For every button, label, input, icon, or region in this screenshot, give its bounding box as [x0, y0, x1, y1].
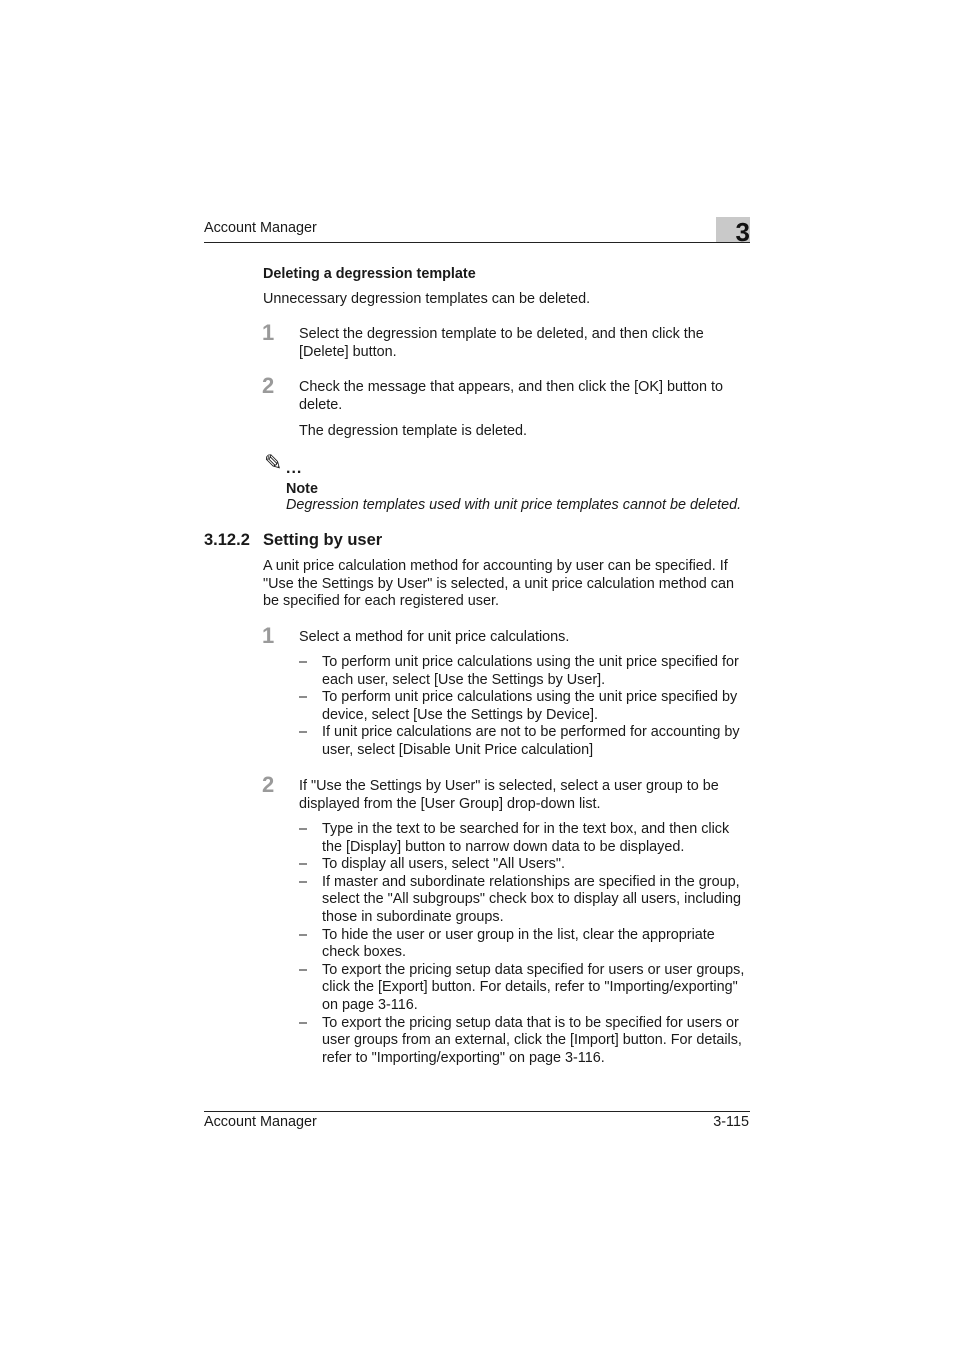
bullet-text: To export the pricing setup data specified for users or user groups, click the [Export] button. For details, refer to "Importing/exporting" on page 3-116. [322, 961, 745, 1013]
header-rule [204, 242, 750, 243]
list-item: – To perform unit price calculations using the unit price specified for each user, select [Use the Settings by User]. [299, 654, 739, 688]
list-item: – To display all users, select "All Users". [299, 856, 565, 873]
step1-bullet-list [299, 654, 751, 760]
step-text: If "Use the Settings by User" is selected, select a user group to be displayed from the [User Group] drop-down list. [299, 778, 719, 812]
bullet-text: If unit price calculations are not to be performed for accounting by user, select [Disable Unit Price calculation] [322, 724, 740, 758]
step-text: Check the message that appears, and then click the [OK] button to delete. [299, 379, 723, 413]
delete-intro: Unnecessary degression templates can be deleted. [263, 291, 591, 307]
step-result: The degression template is deleted. [299, 423, 527, 439]
step-number: 2 [262, 373, 275, 398]
step-number: 1 [262, 320, 275, 345]
section-title: Setting by user [263, 531, 383, 549]
note-label: Note [286, 481, 318, 497]
step-text: Select the degression template to be deleted, and then click the [Delete] button. [299, 326, 704, 360]
list-item: – To hide the user or user group in the list, clear the appropriate check boxes. [299, 926, 715, 961]
list-item: – To export the pricing setup data specified for users or user groups, click the [Export] button. For details, refer to "Importing/exporting" on page 3-116. [299, 961, 745, 1013]
note-text: Degression templates used with unit price templates cannot be deleted. [286, 497, 742, 513]
list-item: – If unit price calculations are not to be performed for accounting by user, select [Disable Unit Price calculation] [299, 724, 740, 758]
list-item: – If master and subordinate relationships are specified in the group, select the "All subgroups" check box to display all users, including those in subordinate groups. [299, 873, 741, 925]
section-number: 3.12.2 [204, 531, 250, 549]
step2-bullet-list [299, 821, 751, 1067]
footer-rule [204, 1111, 750, 1112]
setting-intro: A unit price calculation method for accounting by user can be specified. If "Use the Settings by User" is selected, a unit price calculation method can be specified for each registered user. [263, 558, 734, 610]
list-item: – Type in the text to be searched for in the text box, and then click the [Display] button to narrow down data to be displayed. [299, 821, 730, 855]
section-heading [204, 531, 382, 550]
bullet-text: If master and subordinate relationships are specified in the group, select the "All subgroups" check box to display all users, including those in subordinate groups. [322, 873, 741, 925]
list-item: – To perform unit price calculations using the unit price specified by device, select [Use the Settings by Device]. [299, 689, 738, 723]
bullet-text: To export the pricing setup data that is to be specified for users or user groups from an external, click the [Import] button. For details, refer to "Importing/exporting" on page 3-116. [322, 1014, 742, 1066]
bullet-text: Type in the text to be searched for in the text box, and then click the [Display] button to narrow down data to be displayed. [322, 821, 730, 855]
running-header-title: Account Manager [204, 220, 317, 236]
page-number: 3-115 [713, 1114, 749, 1130]
step-text: Select a method for unit price calculations. [299, 629, 570, 645]
pencil-icon: ✎ [264, 450, 283, 475]
chapter-number: 3 [735, 217, 750, 247]
bullet-text: To perform unit price calculations using the unit price specified for each user, select [Use the Settings by User]. [322, 654, 739, 688]
footer-title: Account Manager [204, 1114, 317, 1130]
step-number: 2 [262, 772, 275, 797]
step-number: 1 [262, 623, 275, 648]
bullet-text: To display all users, select "All Users". [322, 856, 565, 873]
list-item: – To export the pricing setup data that is to be specified for users or user groups from an external, click the [Import] button. For details, refer to "Importing/exporting" on page 3-116. [299, 1014, 742, 1066]
subsection-heading: Deleting a degression template [263, 266, 476, 282]
bullet-text: To perform unit price calculations using the unit price specified by device, select [Use the Settings by Device]. [322, 689, 738, 723]
bullet-text: To hide the user or user group in the list, clear the appropriate check boxes. [322, 926, 715, 961]
note-dots: ... [286, 460, 303, 477]
